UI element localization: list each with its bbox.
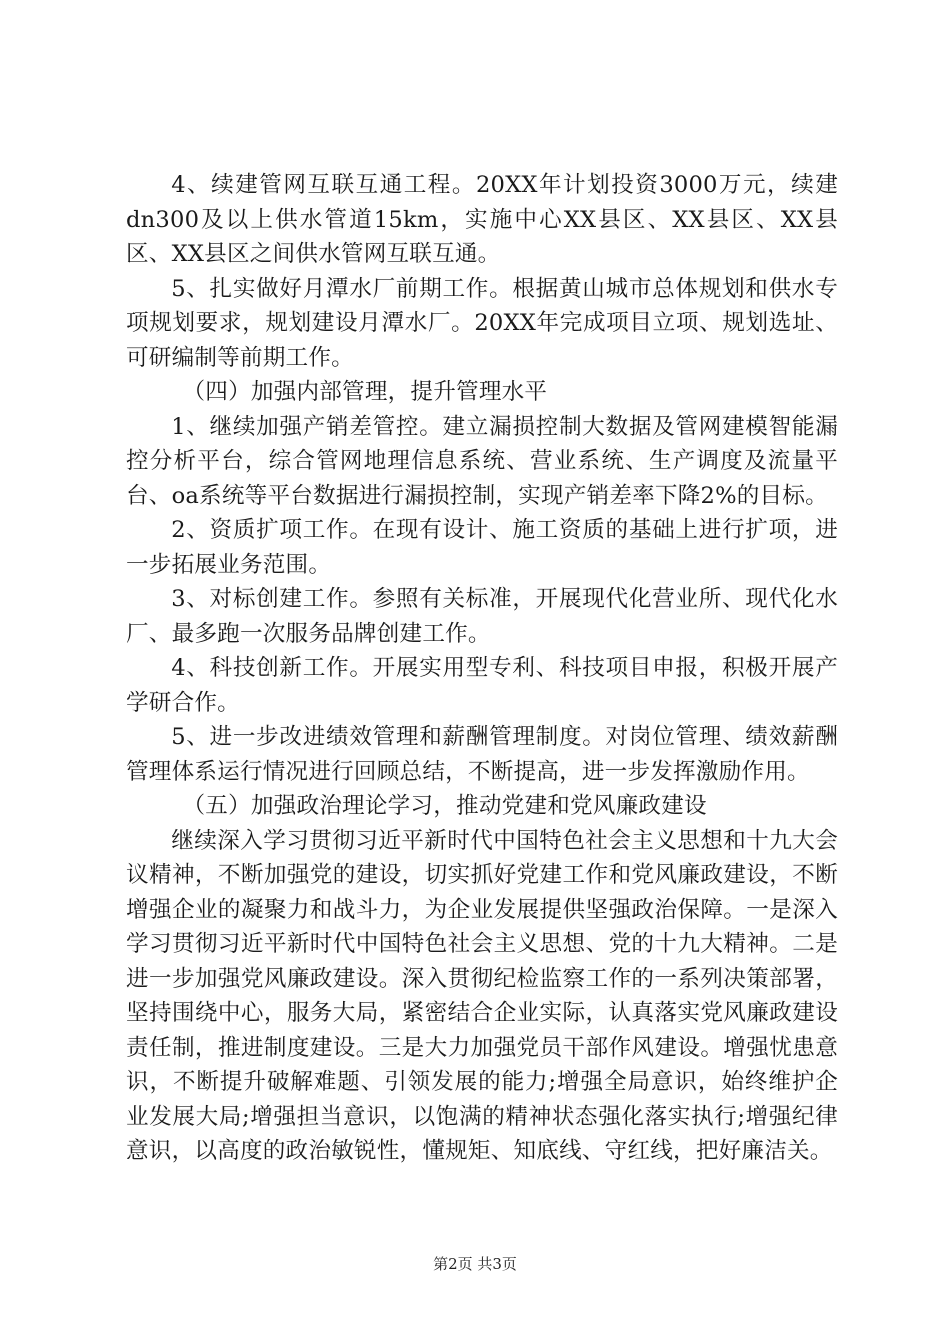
paragraph-item-4-innovation: 4、科技创新工作。开展实用型专利、科技项目申报，积极开展产学研合作。 [126,655,838,716]
page-number-footer: 第2页 共3页 [433,1255,517,1273]
paragraph-item-3-benchmarking: 3、对标创建工作。参照有关标准，开展现代化营业所、现代化水厂、最多跑一次服务品牌创建工作。 [126,586,838,647]
paragraph-item-5-performance: 5、进一步改进绩效管理和薪酬管理制度。对岗位管理、绩效薪酬管理体系运行情况进行回顾总结，不断提高，进一步发挥激励作用。 [126,724,838,785]
paragraph-item-4-pipeline: 4、续建管网互联互通工程。20XX年计划投资3000万元，续建dn300及以上供水管道15km，实施中心XX县区、XX县区、XX县区、XX县区之间供水管网互联互通。 [126,172,838,267]
paragraph-item-1-loss-control: 1、继续加强产销差管控。建立漏损控制大数据及管网建模智能漏控分析平台，综合管网地理信息系统、营业系统、生产调度及流量平台、oa系统等平台数据进行漏损控制，实现产销差率下降2%的目标。 [126,413,838,509]
section-heading-internal-management: （四）加强内部管理，提升管理水平 [182,379,548,405]
paragraph-party-building-body: 继续深入学习贯彻习近平新时代中国特色社会主义思想和十九大会议精神，不断加强党的建设，切实抓好党建工作和党风廉政建设，不断增强企业的凝聚力和战斗力，为企业发展提供坚强政治保障。一是深入学习贯彻习近平新时代中国特色社会主义思想、党的十九大精神。二是进一步加强党风廉政建设。深入贯彻纪检监察工作的一系列决策部署，坚持围绕中心，服务大局，紧密结合企业实际，认真落实党风廉政建设责任制，推进制度建设。三是大力加强党员干部作风建设。增强忧患意识，不断提升破解难题、引领发展的能力;增强全局意识，始终维护企业发展大局;增强担当意识，以饱满的精神状态强化落实执行;增强纪律意识，以高度的政治敏锐性，懂规矩、知底线、守红线，把好廉洁关。 [126,827,838,1164]
document-body [126,168,838,1169]
section-heading-party-building: （五）加强政治理论学习，推动党建和党风廉政建设 [182,793,707,819]
paragraph-item-2-qualification: 2、资质扩项工作。在现有设计、施工资质的基础上进行扩项，进一步拓展业务范围。 [126,517,838,578]
paragraph-item-5-water-plant: 5、扎实做好月潭水厂前期工作。根据黄山城市总体规划和供水专项规划要求，规划建设月潭水厂。20XX年完成项目立项、规划选址、可研编制等前期工作。 [126,275,838,371]
